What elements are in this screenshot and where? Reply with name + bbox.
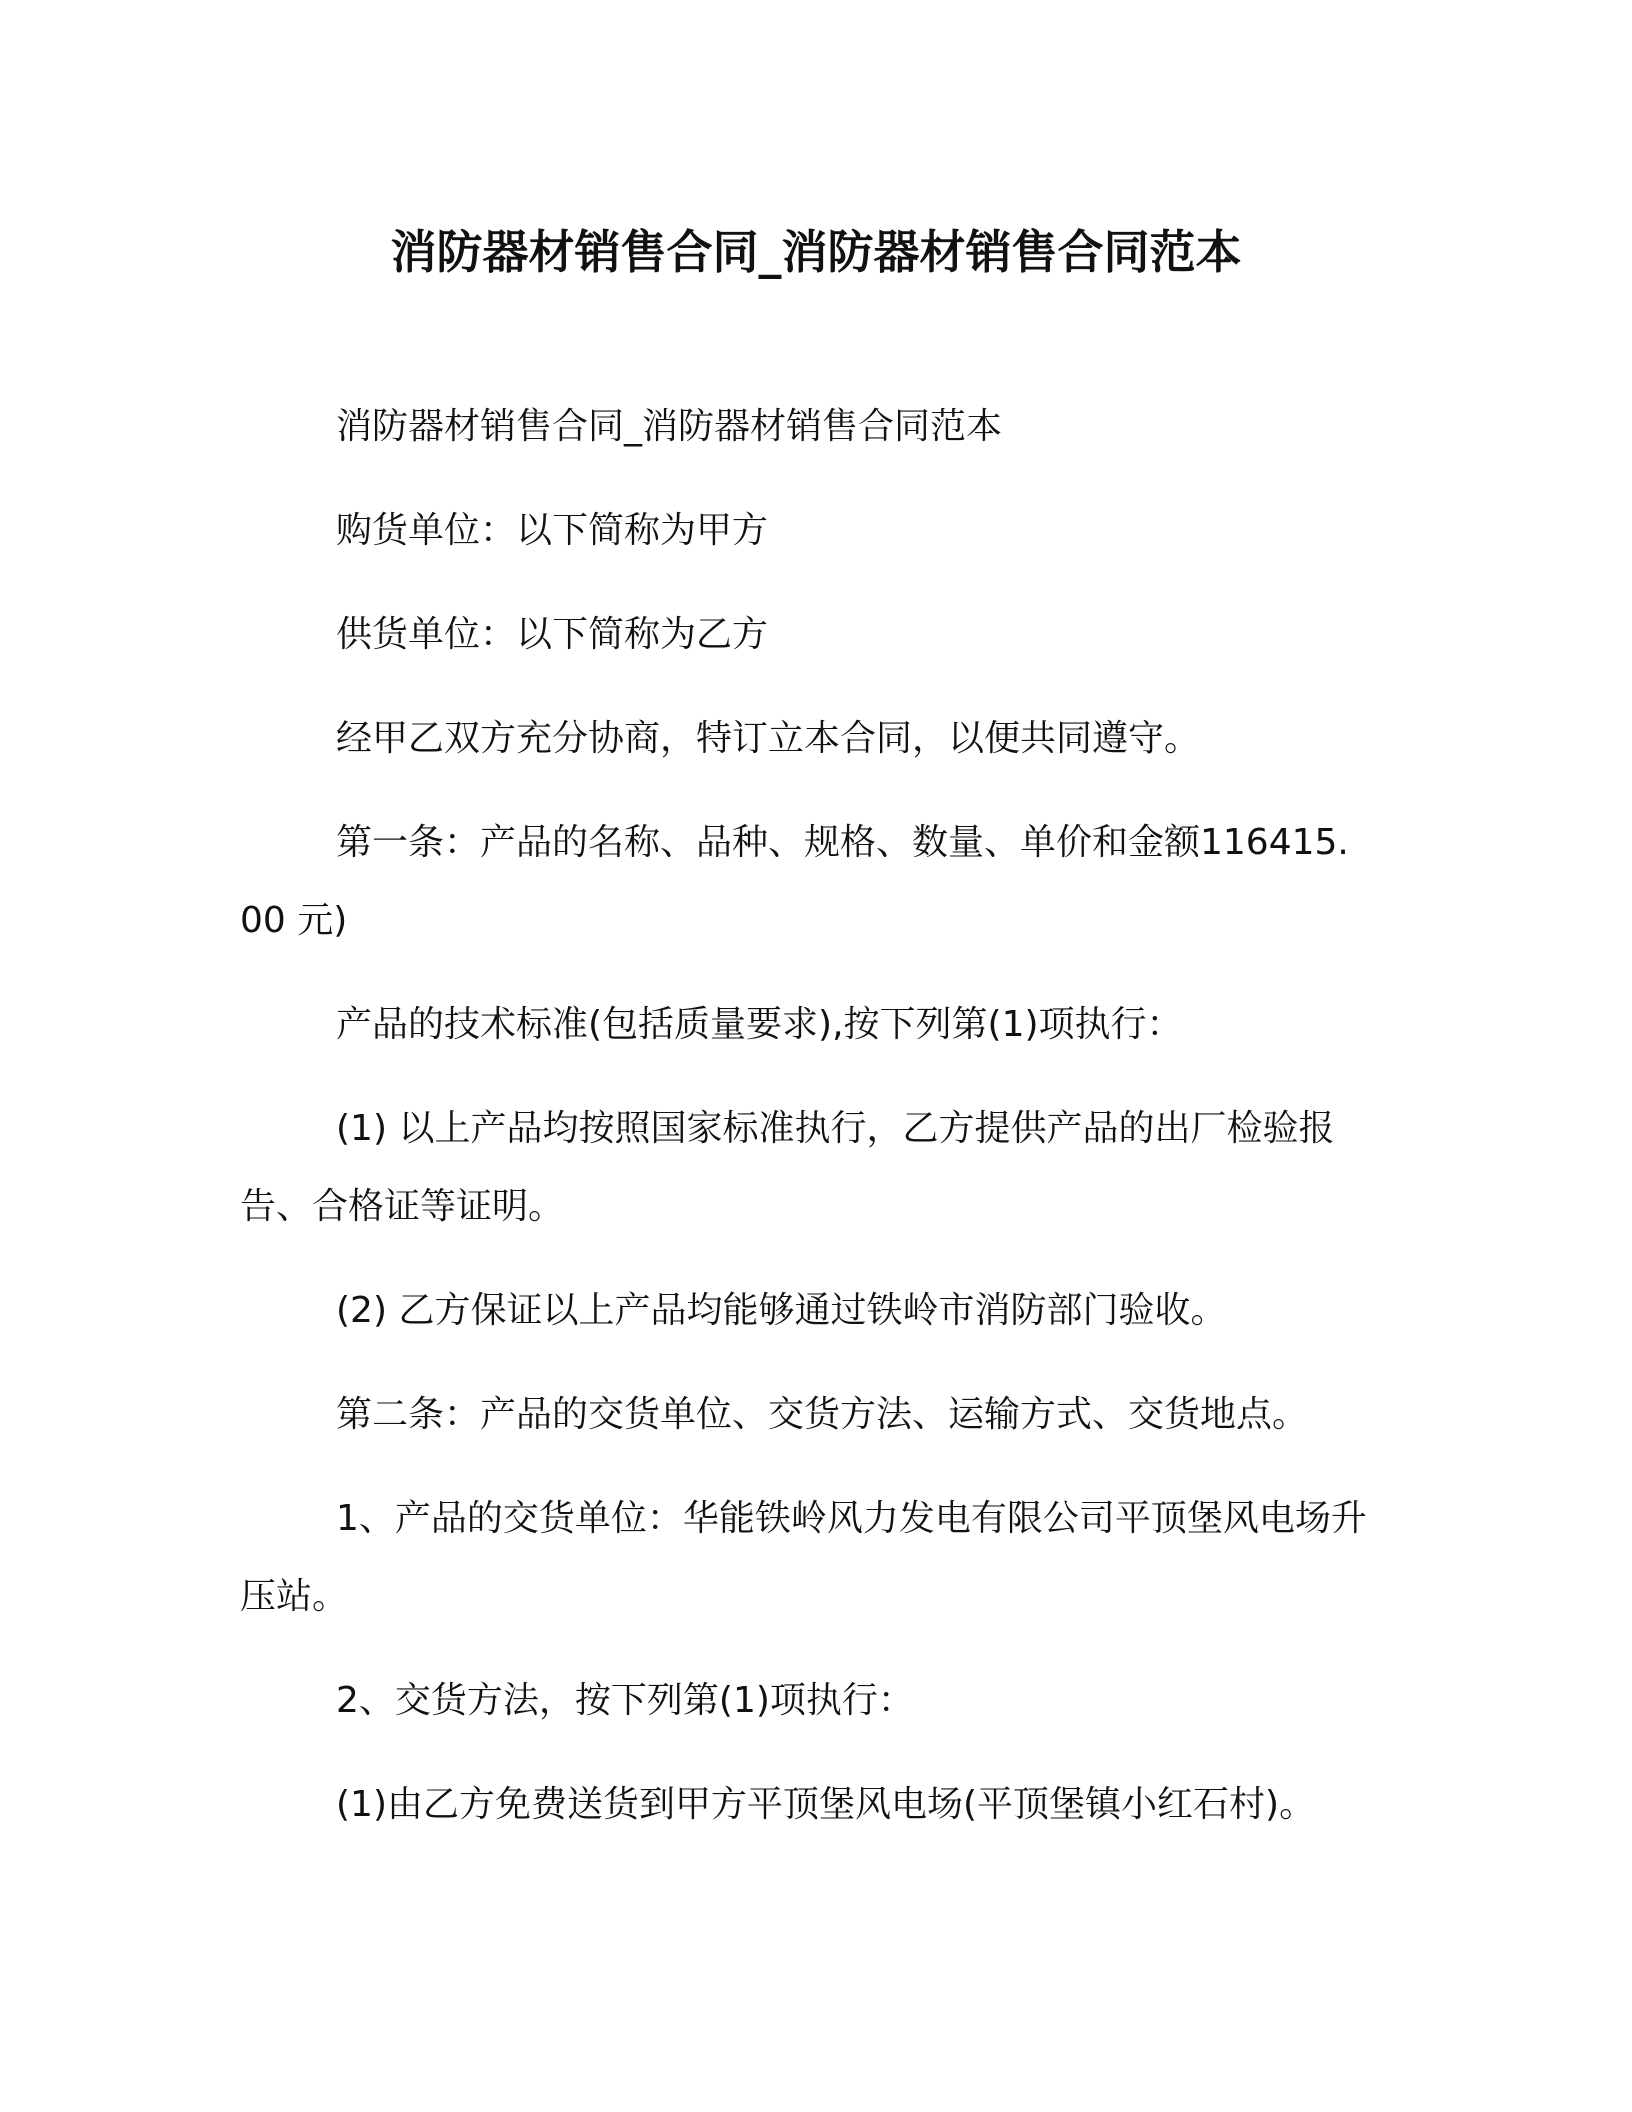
paragraph-agreement: 经甲乙双方充分协商，特订立本合同，以便共同遵守。 — [336, 718, 1201, 759]
paragraph-supplier: 供货单位：以下简称为乙方 — [336, 614, 769, 655]
paragraph-buyer: 购货单位：以下简称为甲方 — [336, 510, 769, 551]
paragraph-article-2: 第二条：产品的交货单位、交货方法、运输方式、交货地点。 — [336, 1394, 1309, 1435]
paragraph-delivery-item-1: (1)由乙方免费送货到甲方平顶堡风电场(平顶堡镇小红石村)。 — [336, 1784, 1316, 1825]
paragraph-technical-standard: 产品的技术标准(包括质量要求),按下列第(1)项执行： — [336, 1004, 1183, 1045]
paragraph-delivery-method: 2、交货方法，按下列第(1)项执行： — [336, 1680, 914, 1721]
paragraph-standard-item-1: (1) 以上产品均按照国家标准执行，乙方提供产品的出厂检验报告、合格证等证明。 — [240, 1108, 1335, 1227]
paragraph-subtitle: 消防器材销售合同_消防器材销售合同范本 — [336, 406, 1003, 447]
paragraph-delivery-unit: 1、产品的交货单位：华能铁岭风力发电有限公司平顶堡风电场升压站。 — [240, 1498, 1367, 1617]
document-title: 消防器材销售合同_消防器材销售合同范本 — [390, 225, 1242, 279]
paragraph-standard-item-2: (2) 乙方保证以上产品均能够通过铁岭市消防部门验收。 — [336, 1290, 1227, 1331]
paragraph-article-1: 第一条：产品的名称、品种、规格、数量、单价和金额116415.00 元) — [240, 822, 1349, 941]
document-body — [240, 388, 1370, 1870]
